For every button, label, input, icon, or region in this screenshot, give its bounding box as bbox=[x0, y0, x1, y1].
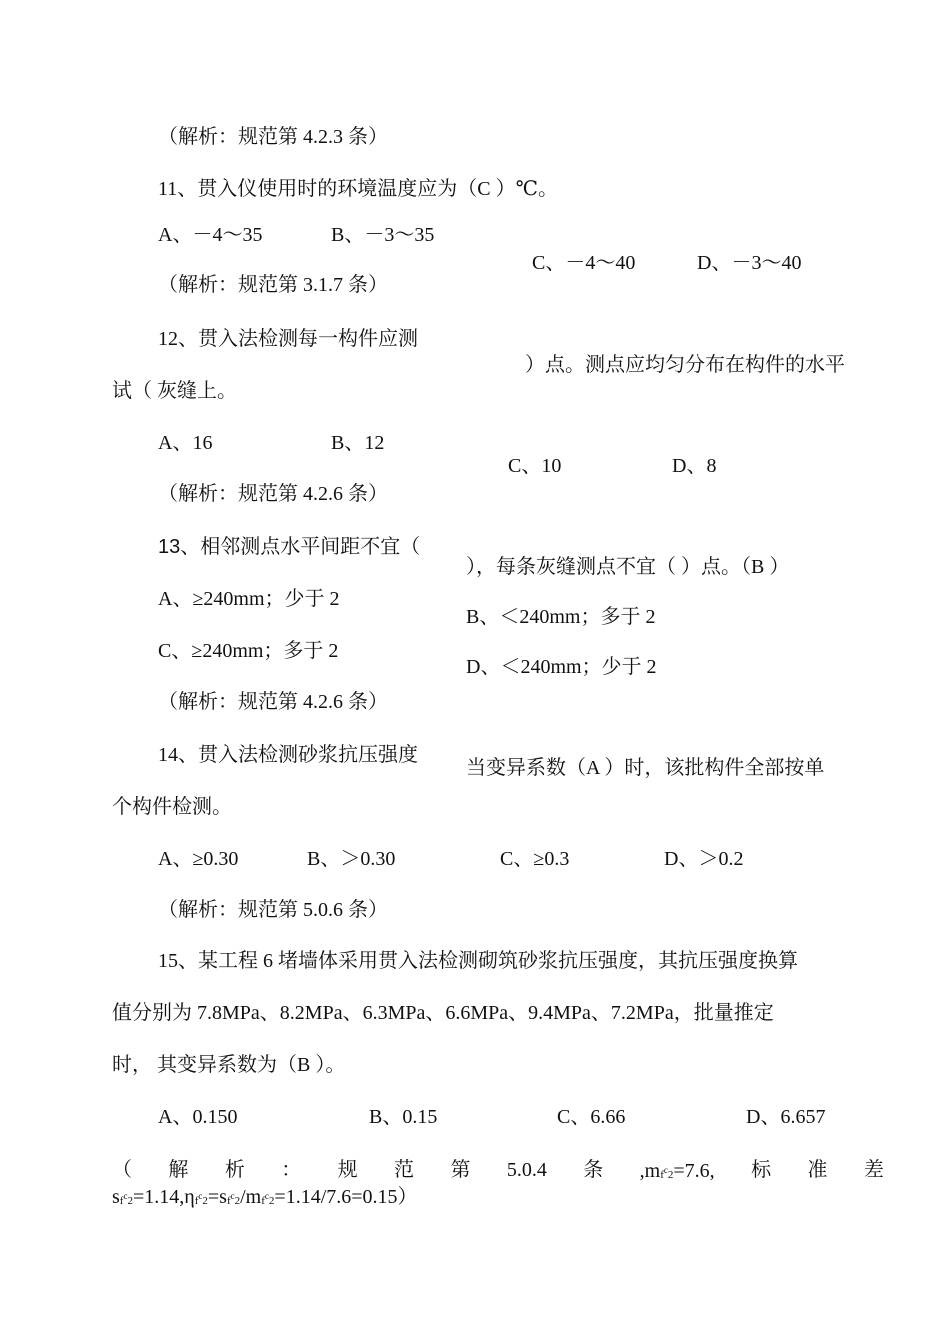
analysis-word: 规 bbox=[337, 1159, 358, 1181]
analysis-word: 差 bbox=[863, 1159, 884, 1181]
question-14-continued: 当变异系数（A ）时，该批构件全部按单 bbox=[466, 757, 825, 779]
analysis-word: （ bbox=[112, 1159, 132, 1181]
question-14: 14、贯入法检测砂浆抗压强度 bbox=[158, 744, 418, 766]
question-13: 13、相邻测点水平间距不宜（ bbox=[158, 536, 421, 558]
analysis-note: （解析：规范第 5.0.6 条） bbox=[158, 899, 388, 921]
analysis-word: 析 bbox=[224, 1159, 245, 1181]
question-13-continued: ），每条灰缝测点不宜（ ）点。（B ） bbox=[466, 556, 790, 578]
analysis-note: （解析：规范第 4.2.3 条） bbox=[158, 126, 388, 148]
option-d: D、＞0.2 bbox=[664, 848, 744, 870]
question-15-wrap: 时， 其变异系数为（B ）。 bbox=[112, 1054, 346, 1076]
option-c: C、≥240mm；多于 2 bbox=[158, 640, 339, 662]
option-c: C、10 bbox=[508, 455, 562, 477]
analysis-word: ： bbox=[281, 1159, 302, 1181]
option-b: B、0.15 bbox=[369, 1106, 438, 1128]
analysis-word: 解 bbox=[168, 1159, 189, 1181]
option-d: D、8 bbox=[672, 455, 717, 477]
option-d: D、＜240mm；少于 2 bbox=[466, 656, 657, 678]
analysis-word: 条 bbox=[583, 1159, 604, 1181]
option-c: C、≥0.3 bbox=[500, 848, 570, 870]
option-a: A、16 bbox=[158, 432, 213, 454]
option-b: B、－3～35 bbox=[331, 224, 435, 246]
analysis-word: 5.0.4 bbox=[506, 1159, 547, 1181]
analysis-note: （解析：规范第 4.2.6 条） bbox=[158, 483, 388, 505]
question-15-continued: 值分别为 7.8MPa、8.2MPa、6.3MPa、6.6MPa、9.4MPa、7.2MPa，批量推定 bbox=[112, 1002, 774, 1024]
option-d: D、－3～40 bbox=[697, 252, 802, 274]
question-11: 11、贯入仪使用时的环境温度应为（C ）℃。 bbox=[158, 178, 558, 200]
option-c: C、6.66 bbox=[557, 1106, 626, 1128]
option-a: A、≥240mm；少于 2 bbox=[158, 588, 340, 610]
question-12-wrap: 试（ 灰缝上。 bbox=[112, 380, 237, 402]
analysis-note: （解析：规范第 4.2.6 条） bbox=[158, 691, 388, 713]
analysis-word: 准 bbox=[807, 1159, 828, 1181]
option-a: A、－4～35 bbox=[158, 224, 263, 246]
option-b: B、＜240mm；多于 2 bbox=[466, 606, 656, 628]
option-d: D、6.657 bbox=[746, 1106, 826, 1128]
option-a: A、≥0.30 bbox=[158, 848, 239, 870]
option-c: C、－4～40 bbox=[532, 252, 636, 274]
option-b: B、12 bbox=[331, 432, 385, 454]
question-15: 15、某工程 6 堵墙体采用贯入法检测砌筑砂浆抗压强度，其抗压强度换算 bbox=[158, 950, 798, 972]
analysis-note: （解析：规范第 3.1.7 条） bbox=[158, 274, 388, 296]
option-a: A、0.150 bbox=[158, 1106, 238, 1128]
analysis-formula: $,mf^c2=7.6$, bbox=[639, 1160, 715, 1182]
option-b: B、＞0.30 bbox=[307, 848, 396, 870]
analysis-word: 范 bbox=[394, 1159, 415, 1181]
analysis-formula-line: $sf^c2=1.14,\eta f^c2=sf^c2/mf^c2=1.14/7.6=0.15$） bbox=[112, 1186, 418, 1208]
question-12-continued: ）点。测点应均匀分布在构件的水平 bbox=[525, 354, 845, 376]
question-14-wrap: 个构件检测。 bbox=[112, 796, 232, 818]
analysis-word: 第 bbox=[450, 1159, 471, 1181]
analysis-word: 标 bbox=[751, 1159, 772, 1181]
question-12: 12、贯入法检测每一构件应测 bbox=[158, 328, 418, 350]
